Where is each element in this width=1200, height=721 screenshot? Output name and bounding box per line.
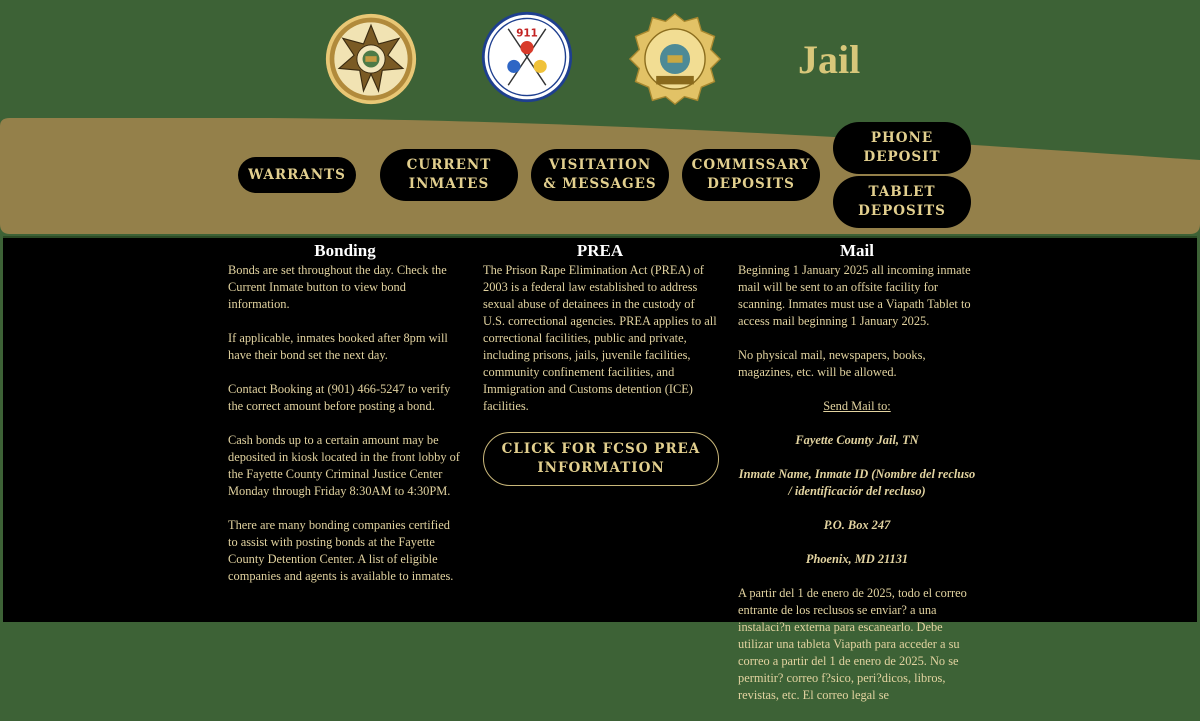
communications-center-badge-logo[interactable] bbox=[480, 10, 574, 104]
prea-heading: PREA bbox=[576, 241, 624, 260]
send-mail-label-wrap bbox=[738, 398, 976, 415]
page-title: Jail bbox=[798, 37, 861, 82]
mail-address-line: Fayette County Jail, TN bbox=[795, 433, 919, 447]
prea-paragraph: The Prison Rape Elimination Act (PREA) of 2003 is a federal law established to address sexual abuse of detainees in the custody of U.S. correctional agencies. PREA applies to all correctional facilities, public and private, including prisons, jails, juvenile facilities, community confinement facilities, and Immigration and Customs detention (ICE) facilities. bbox=[483, 263, 717, 413]
warrants-button[interactable]: WARRANTS bbox=[238, 157, 356, 193]
current-inmates-button[interactable]: CURRENT INMATES bbox=[380, 149, 518, 201]
bonding-heading: Bonding bbox=[314, 241, 376, 260]
bonding-paragraph: If applicable, inmates booked after 8pm will have their bond set the next day. bbox=[228, 331, 448, 362]
visitation-messages-button[interactable]: VISITATION & MESSAGES bbox=[531, 149, 669, 201]
sheriff-badge-logo[interactable] bbox=[324, 12, 418, 106]
prea-information-button[interactable]: CLICK FOR FCSO PREA INFORMATION bbox=[483, 432, 719, 486]
bonding-paragraph: Bonds are set throughout the day. Check the Current Inmate button to view bond information. bbox=[228, 263, 447, 311]
send-mail-link[interactable]: Send Mail to: bbox=[823, 399, 891, 413]
svg-text:911: 911 bbox=[516, 27, 538, 40]
bonding-paragraph: Contact Booking at (901) 466-5247 to verify the correct amount before posting a bond. bbox=[228, 382, 451, 413]
mail-address-line: Inmate Name, Inmate ID (Nombre del recluso / identificaciór del recluso) bbox=[738, 467, 976, 498]
mail-paragraph: No physical mail, newspapers, books, magazines, etc. will be allowed. bbox=[738, 348, 926, 379]
mail-spanish-paragraph: A partir del 1 de enero de 2025, todo el correo entrante de los reclusos se enviar? a una instalaci?n externa para escanearlo. Debe utilizar una tableta Viapath para acceder a su correo a partir del 1 de enero de 2025. No se permitir? correo f?sico, peri?dicos, libros, revistas, etc. El correo legal se bbox=[738, 586, 967, 702]
bonding-paragraph: Cash bonds up to a certain amount may be deposited in kiosk located in the front lobby of the Fayette County Criminal Justice Center Monday through Friday 8:30AM to 4:30PM. bbox=[228, 433, 460, 498]
mail-section bbox=[738, 238, 976, 721]
site-header bbox=[0, 0, 1200, 120]
mail-paragraph: Beginning 1 January 2025 all incoming inmate mail will be sent to an offsite facility for scanning. Inmates must use a Viapath Tablet to access mail beginning 1 January 2025. bbox=[738, 263, 971, 328]
bonding-paragraph: There are many bonding companies certified to assist with posting bonds at the Fayette County Detention Center. A list of eligible companies and agents is available to inmates. bbox=[228, 518, 454, 583]
main-content bbox=[3, 236, 1197, 702]
tablet-deposits-button[interactable]: TABLET DEPOSITS bbox=[833, 176, 971, 228]
commissary-deposits-button[interactable]: COMMISSARY DEPOSITS bbox=[682, 149, 820, 201]
bonding-section bbox=[228, 238, 462, 602]
mail-heading: Mail bbox=[840, 241, 874, 260]
detention-center-badge-logo[interactable] bbox=[628, 12, 722, 106]
mail-address-line: P.O. Box 247 bbox=[823, 518, 891, 532]
phone-deposit-button[interactable]: PHONE DEPOSIT bbox=[833, 122, 971, 174]
mail-address-line: Phoenix, MD 21131 bbox=[805, 552, 909, 566]
prea-section bbox=[483, 238, 717, 486]
